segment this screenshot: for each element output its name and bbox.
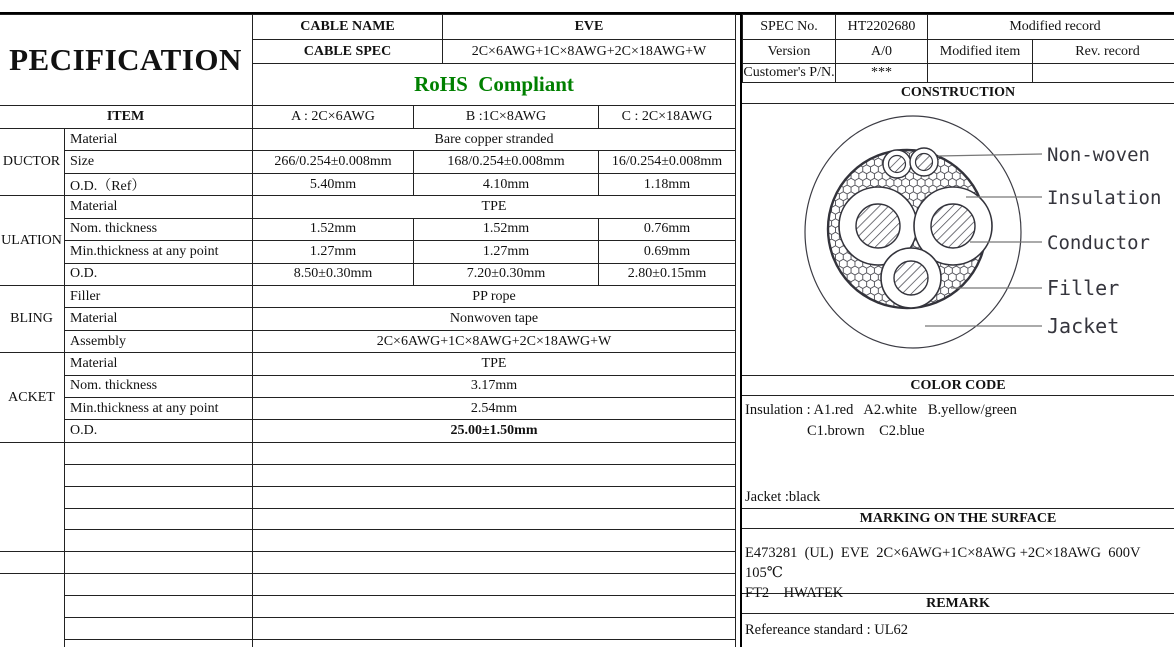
item-label: Material (65, 129, 253, 151)
page-title: PECIFICATION (0, 15, 253, 106)
spec-no-value: HT2202680 (836, 15, 928, 40)
label-conductor: Conductor (1047, 232, 1150, 254)
empty-cell (253, 574, 736, 596)
label-insulation: Insulation (1047, 187, 1162, 209)
empty-cell (253, 618, 736, 640)
conductor-b-circle (894, 261, 928, 295)
column-header-c: C : 2C×18AWG (599, 106, 736, 129)
item-label: Material (65, 196, 253, 218)
marking-line-1: E473281 (UL) EVE 2C×6AWG+1C×8AWG +2C×18AWG 600V 105℃ (745, 545, 1144, 581)
modified-item-label: Modified item (928, 40, 1033, 64)
column-header-a: A : 2C×6AWG (253, 106, 414, 129)
empty-cell (253, 508, 736, 530)
empty-group-cell (0, 574, 65, 647)
color-code-jacket-line: Jacket :black (745, 489, 821, 505)
item-label: Min.thickness at any point (65, 241, 253, 263)
empty-cell (65, 552, 253, 574)
spec-table (0, 105, 736, 647)
label-jacket: Jacket (1047, 314, 1120, 338)
construction-header: CONSTRUCTION (742, 83, 1174, 104)
empty-cell (65, 618, 253, 640)
empty-group-cell (0, 442, 65, 551)
marking-section (742, 529, 1174, 601)
value-cell: 2.80±0.15mm (599, 263, 736, 285)
item-label: O.D. (65, 420, 253, 442)
rohs-compliant-text: RoHS Compliant (253, 64, 736, 106)
value-cell: PP rope (253, 285, 736, 307)
item-column-header: ITEM (0, 106, 253, 129)
customer-pn-label: Customer's P/N. (743, 64, 836, 83)
group-insulation: ULATION (0, 196, 65, 286)
value-cell: 16/0.254±0.008mm (599, 151, 736, 173)
item-label: Size (65, 151, 253, 173)
color-code-section (742, 396, 1174, 508)
right-panel (740, 14, 1174, 647)
value-cell: TPE (253, 353, 736, 375)
value-cell: 2C×6AWG+1C×8AWG+2C×18AWG+W (253, 330, 736, 352)
column-header-b: B :1C×8AWG (414, 106, 599, 129)
marking-line-2: FT2 HWATEK (745, 585, 844, 601)
cable-name-label: CABLE NAME (253, 15, 443, 40)
remark-header: REMARK (742, 593, 1174, 614)
item-label: O.D.（Ref） (65, 173, 253, 195)
conductor-c1-circle (889, 156, 906, 173)
value-cell: 1.27mm (253, 241, 414, 263)
empty-cell (65, 596, 253, 618)
empty-cell (65, 486, 253, 508)
item-label: Filler (65, 285, 253, 307)
item-label: Nom. thickness (65, 375, 253, 397)
group-conductor: DUCTOR (0, 129, 65, 196)
value-cell: Bare copper stranded (253, 129, 736, 151)
empty-cell (253, 464, 736, 486)
cable-spec-label: CABLE SPEC (253, 40, 443, 64)
value-cell: 25.00±1.50mm (253, 420, 736, 442)
rev-record-label: Rev. record (1033, 40, 1174, 64)
revision-table (742, 14, 1174, 83)
label-filler: Filler (1047, 276, 1120, 300)
value-cell: 0.76mm (599, 218, 736, 240)
group-jacket: ACKET (0, 353, 65, 443)
item-label: Material (65, 353, 253, 375)
conductor-a1-circle (856, 204, 900, 248)
cable-spec-value: 2C×6AWG+1C×8AWG+2C×18AWG+W (443, 40, 736, 64)
empty-cell (253, 530, 736, 552)
cable-diagram-svg (742, 104, 1174, 375)
empty-cell (253, 552, 736, 574)
color-code-header: COLOR CODE (742, 375, 1174, 396)
value-cell: 5.40mm (253, 173, 414, 195)
item-label: Nom. thickness (65, 218, 253, 240)
item-label: Min.thickness at any point (65, 398, 253, 420)
spec-no-label: SPEC No. (743, 15, 836, 40)
label-nonwoven: Non-woven (1047, 144, 1150, 166)
modified-record-label: Modified record (928, 15, 1174, 40)
value-cell: 1.52mm (253, 218, 414, 240)
color-code-line-1: Insulation : A1.red A2.white B.yellow/green (745, 402, 1017, 418)
conductor-a2-circle (931, 204, 975, 248)
value-cell: 1.52mm (414, 218, 599, 240)
empty-cell (65, 574, 253, 596)
value-cell: 168/0.254±0.008mm (414, 151, 599, 173)
customer-pn-value: *** (836, 64, 928, 83)
value-cell: 1.18mm (599, 173, 736, 195)
value-cell: 266/0.254±0.008mm (253, 151, 414, 173)
empty-cell (65, 442, 253, 464)
item-label: Assembly (65, 330, 253, 352)
empty-cell (253, 596, 736, 618)
value-cell: 0.69mm (599, 241, 736, 263)
value-cell: 2.54mm (253, 398, 736, 420)
empty-cell (928, 64, 1033, 83)
cable-cross-section-diagram (742, 104, 1174, 375)
empty-cell (65, 530, 253, 552)
value-cell: TPE (253, 196, 736, 218)
value-cell: 7.20±0.30mm (414, 263, 599, 285)
empty-cell (65, 464, 253, 486)
header-table (0, 14, 736, 106)
empty-group-cell (0, 552, 65, 574)
item-label: Material (65, 308, 253, 330)
marking-header: MARKING ON THE SURFACE (742, 508, 1174, 529)
item-label: O.D. (65, 263, 253, 285)
group-cabling: BLING (0, 285, 65, 352)
remark-line-1: Refereance standard : UL62 (745, 622, 909, 638)
value-cell: 3.17mm (253, 375, 736, 397)
empty-cell (65, 639, 253, 647)
empty-cell (253, 442, 736, 464)
color-code-line-2: C1.brown C2.blue (807, 423, 925, 439)
version-label: Version (743, 40, 836, 64)
empty-cell (65, 508, 253, 530)
empty-cell (253, 486, 736, 508)
empty-cell (253, 639, 736, 647)
value-cell: 8.50±0.30mm (253, 263, 414, 285)
remark-section (742, 614, 1174, 641)
empty-cell (1033, 64, 1174, 83)
value-cell: 4.10mm (414, 173, 599, 195)
value-cell: Nonwoven tape (253, 308, 736, 330)
value-cell: 1.27mm (414, 241, 599, 263)
conductor-c2-circle (916, 154, 933, 171)
version-value: A/0 (836, 40, 928, 64)
cable-name-value: EVE (443, 15, 736, 40)
